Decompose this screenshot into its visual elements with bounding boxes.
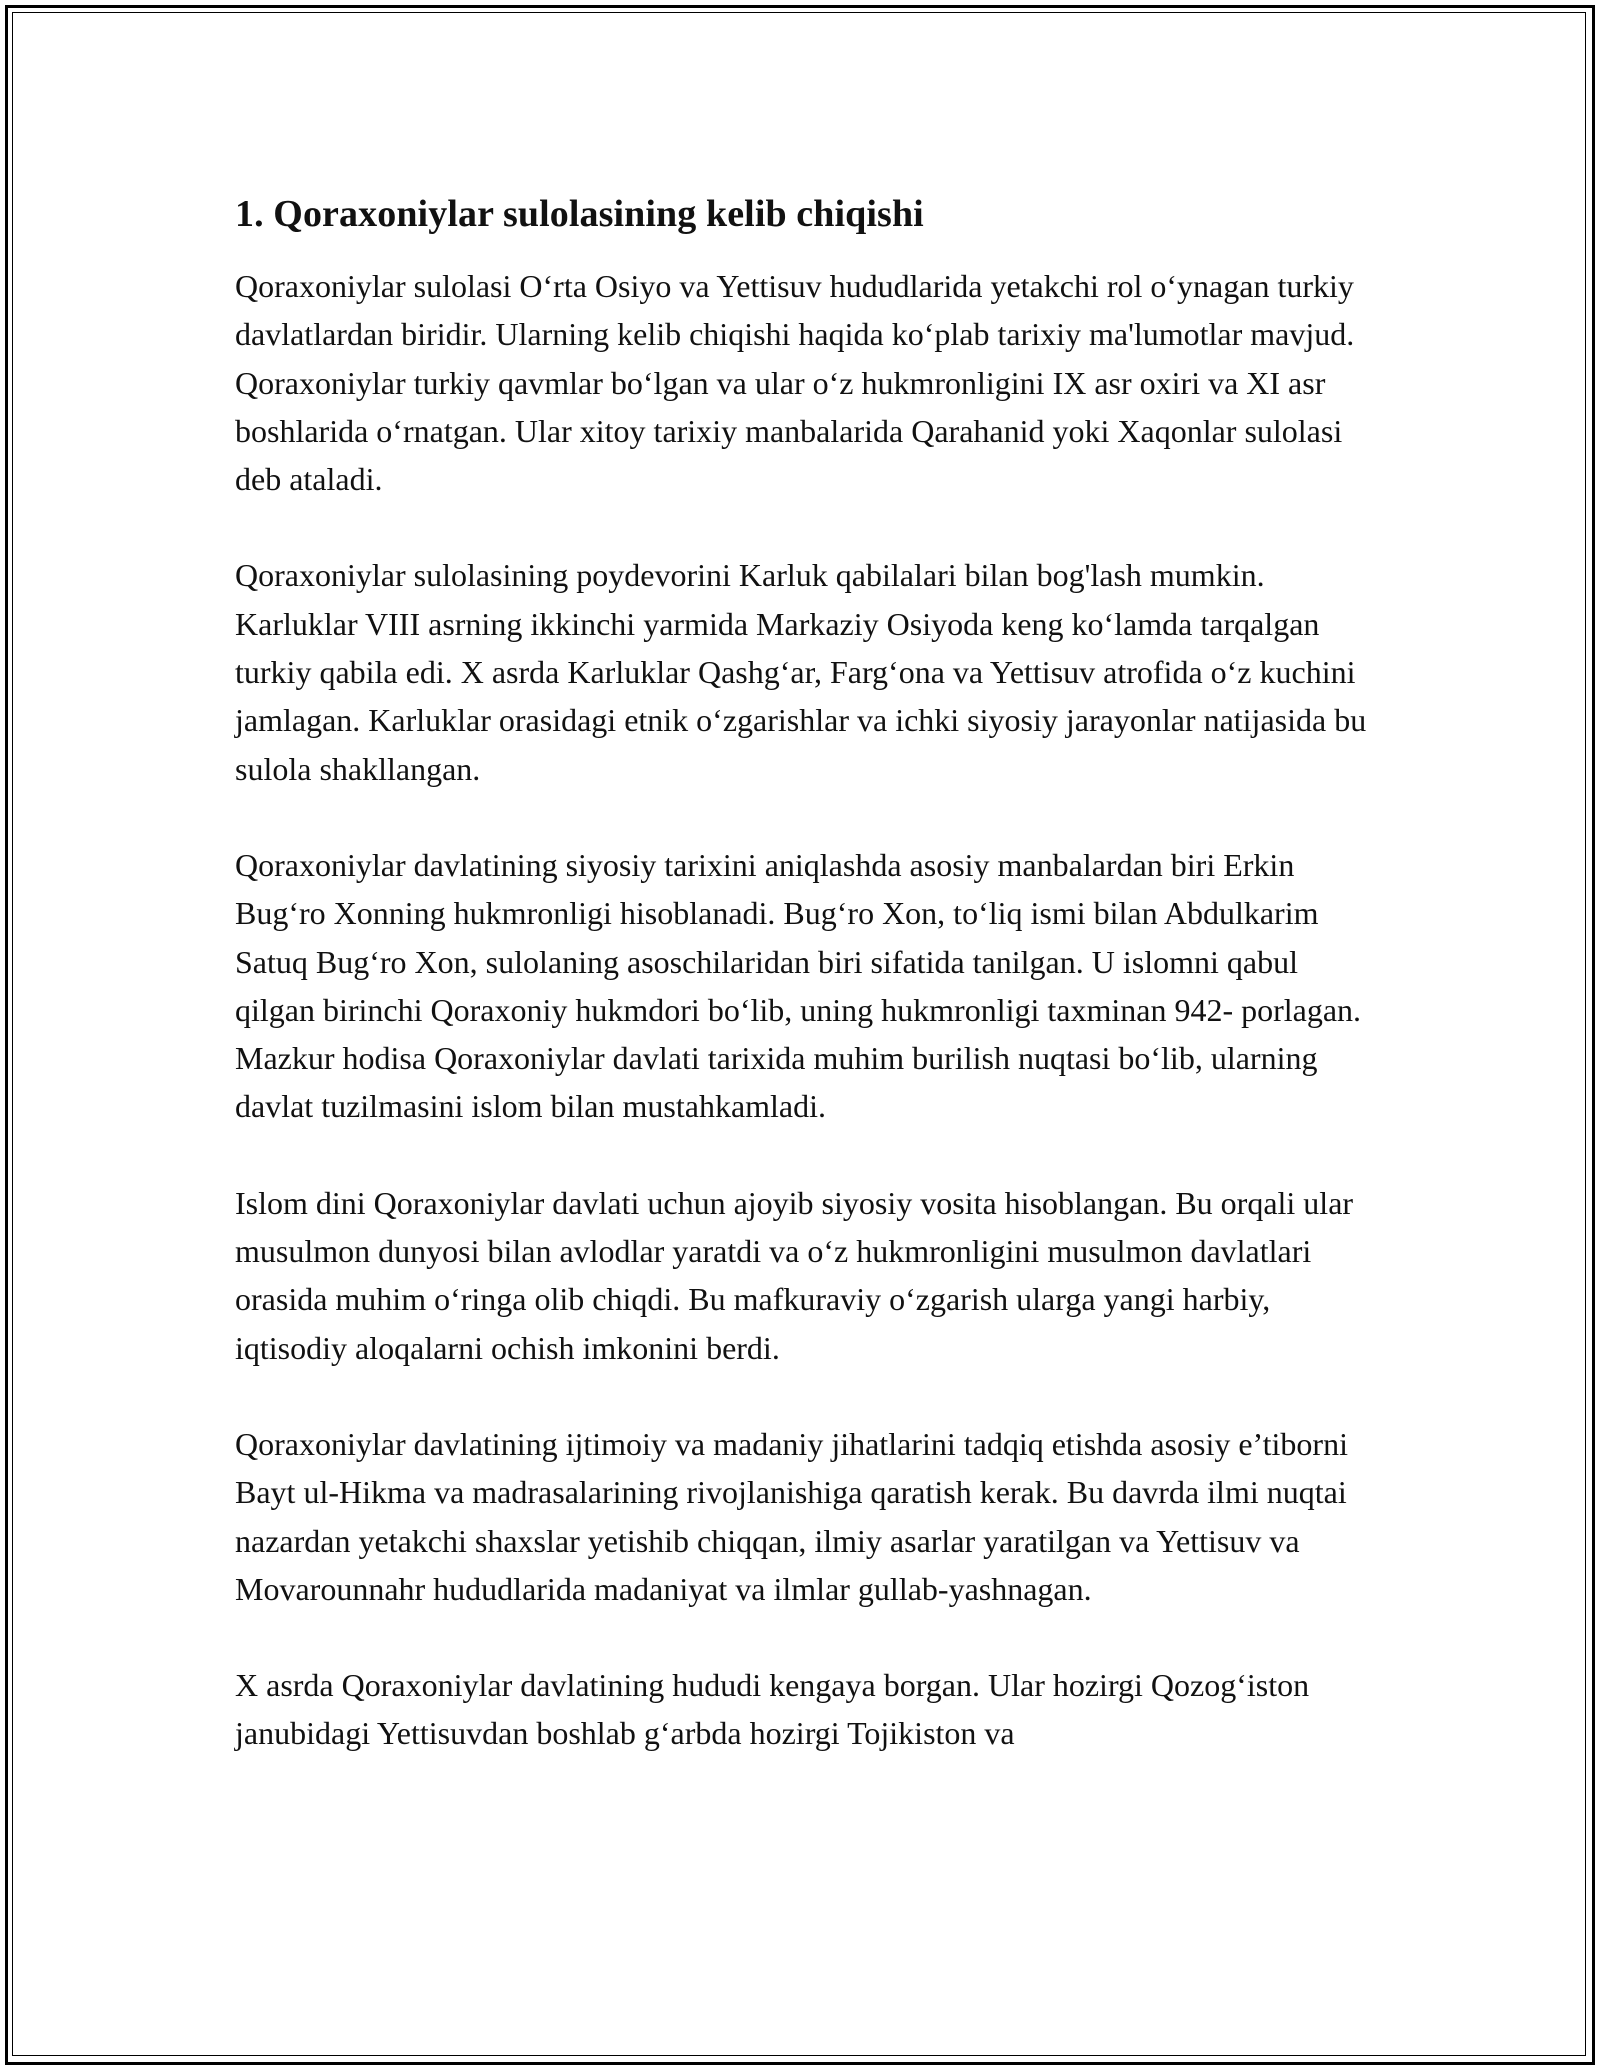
section-heading: 1. Qoraxoniylar sulolasining kelib chiqishi xyxy=(235,193,924,235)
paragraph-bugro-khan: Qoraxoniylar davlatining siyosiy tarixini aniqlashda asosiy manbalardan biri Erkin Bug‘ro Xonning hukmronligi hisoblanadi. Bug‘ro Xon, to‘liq ismi bilan Abdulkarim Satuq Bug‘ro Xon, sulolaning asoschilaridan biri sifatida tanilgan. U islomni qabul qilgan birinchi Qoraxoniy hukmdori bo‘lib, uning hukmronligi taxminan 942- porlagan. Mazkur hodisa Qoraxoniylar davlati tarixida muhim burilish nuqtasi bo‘lib, ularning davlat tuzilmasini islom bilan mustahkamladi. xyxy=(235,846,1362,1125)
paragraph-territory: X asrda Qoraxoniylar davlatining hududi kengaya borgan. Ular hozirgi Qozog‘iston janubidagi Yettisuvdan boshlab g‘arbda hozirgi Tojikiston va xyxy=(235,1667,1310,1752)
paragraph-culture: Qoraxoniylar davlatining ijtimoiy va madaniy jihatlarini tadqiq etishda asosiy e’tiborni Bayt ul-Hikma va madrasalarining rivojlanishiga qaratish kerak. Bu davrda ilmi nuqtai nazardan yetakchi shaxslar yetishib chiqqan, ilmiy asarlar yaratilgan va Yettisuv va Movarounnahr hududlarida madaniyat va ilmlar gullab-yashnagan. xyxy=(235,1425,1348,1607)
paragraph-origin: Qoraxoniylar sulolasi O‘rta Osiyo va Yettisuv hududlarida yetakchi rol o‘ynagan turkiy davlatlardan biridir. Ularning kelib chiqishi haqida ko‘plab tarixiy ma'lumotlar mavjud. Qoraxoniylar turkiy qavmlar bo‘lgan va ular o‘z hukmronligini IX asr oxiri va XI asr boshlarida o‘rnatgan. Ular xitoy tarixiy manbalarida Qarahanid yoki Xaqonlar sulolasi deb ataladi. xyxy=(235,268,1355,498)
paragraph-islam: Islom dini Qoraxoniylar davlati uchun ajoyib siyosiy vosita hisoblangan. Bu orqali ular musulmon dunyosi bilan avlodlar yaratdi va o‘z hukmronligini musulmon davlatlari orasida muhim o‘ringa olib chiqdi. Bu mafkuraviy o‘zgarish ularga yangi harbiy, iqtisodiy aloqalarni ochish imkonini berdi. xyxy=(235,1184,1354,1366)
document-page xyxy=(235,188,1370,1758)
paragraph-karluk: Qoraxoniylar sulolasining poydevorini Karluk qabilalari bilan bog'lash mumkin. Karluklar VIII asrning ikkinchi yarmida Markaziy Osiyoda keng ko‘lamda tarqalgan turkiy qabila edi. X asrda Karluklar Qashg‘ar, Farg‘ona va Yettisuv atrofida o‘z kuchini jamlagan. Karluklar orasidagi etnik o‘zgarishlar va ichki siyosiy jarayonlar natijasida bu sulola shakllangan. xyxy=(235,557,1367,787)
